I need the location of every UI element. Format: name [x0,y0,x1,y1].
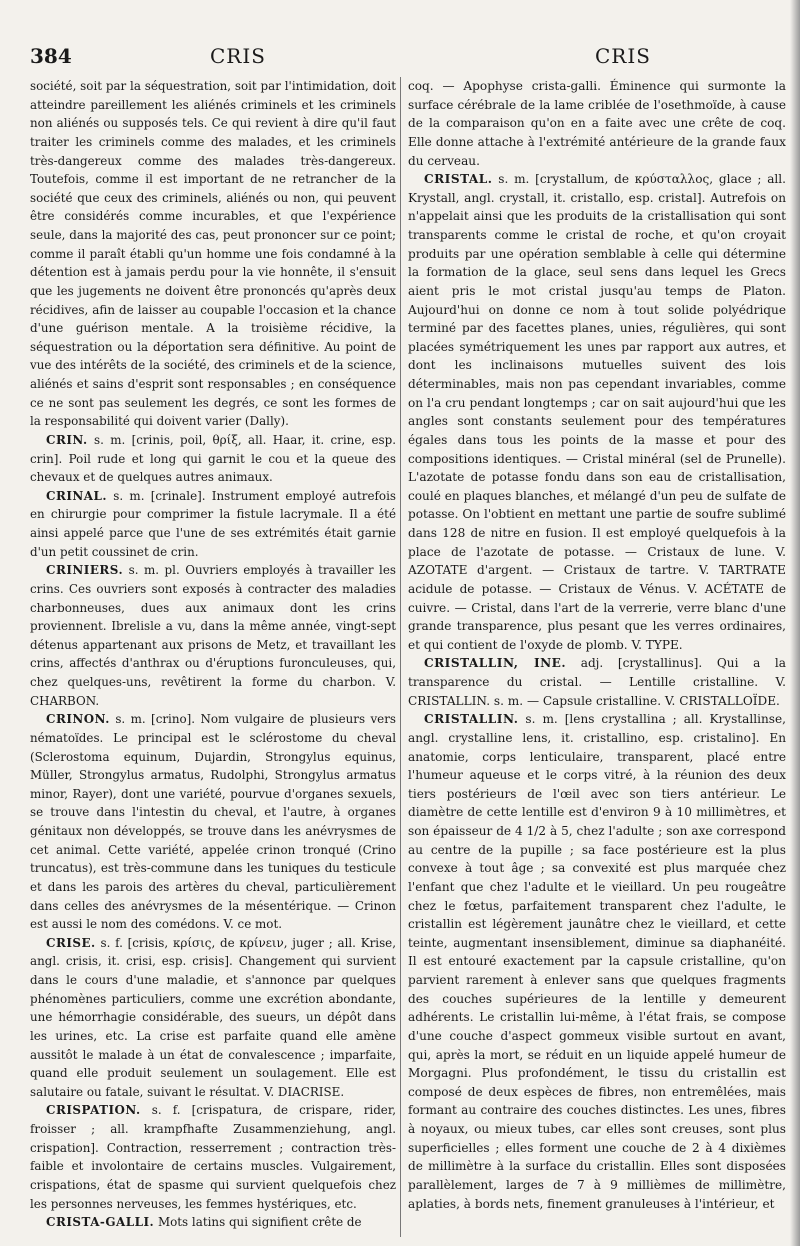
headword: CRINON. [46,712,110,727]
right-running-head: CRIS [595,44,651,68]
headword: CRISE. [46,935,96,950]
entry-criniers: CRINIERS. s. m. pl. Ouvriers employés à travailler les crins. Ces ouvriers sont exposés à contracter des maladies charbonneuses, dues aux animaux dont les crins proviennent. Ibrelisle a vu, dans la même année, vingt-sept détenus appartenant aux prisons de Metz, et travaillant les crins, affectés d'anthrax ou d'éruptions furonculeuses, qui, chez quelques-uns, revêtirent la forme du charbon. V. CHARBON. [30,563,396,708]
column-divider [400,77,401,1237]
headword: CRINAL. [46,488,108,503]
headword: CRISTAL. [424,172,493,187]
entry-cristallin-adj: CRISTALLIN, INE. adj. [crystallinus]. Qui a la transparence du cristal. — Lentille cristalline. V. CRISTALLIN. s. m. — Capsule cristalline. V. CRISTALLOÏDE. [408,656,786,708]
entry-crise: CRISE. s. f. [crisis, κρίσις, de κρίνειν, juger ; all. Krise, angl. crisis, it. crisi, esp. crisis]. Changement qui survient dans le cours d'une maladie, et s'annonce par quelques phénomènes particuliers, comme une excrétion abondante, une hémorrhagie considérable, des sueurs, un dépôt dans les urines, etc. La crise est parfaite quand elle amène aussitôt le malade à un état de convalescence ; imparfaite, quand elle produit seulement un soulagement. Elle est salutaire ou fatale, suivant le résultat. V. DIACRISE. [30,935,396,1099]
entry-crinon: CRINON. s. m. [crino]. Nom vulgaire de plusieurs vers nématoïdes. Le principal est le sclérostome du cheval (Sclerostoma equinum, Dujardin, Strongylus equinus, Müller, Strongylus armatus, Rudolphi, Strongylus armatus minor, Rayer), dont une variété, pourvue d'organes sexuels, se trouve dans l'intestin du cheval, et l'autre, à organes génitaux non développés, se trouve dans les anévrysmes de cet animal. Cette variété, appelée crinon tronqué (Crino truncatus), est très-commune dans les tuniques du testicule et dans les parois des artères du cheval, particulièrement dans celles des anévrysmes de la mésentérique. — Crinon est aussi le nom des comédons. V. ce mot. [30,712,397,932]
entry-cristal: CRISTAL. s. m. [crystallum, de κρύσταλλος, glace ; all. Krystall, angl. crystall, it. cristallo, esp. cristal]. Autrefois on n'appelait ainsi que les produits de la cristallisation qui sont transparents comme le cristal de roche, et qu'on croyait produits par une opération semblable à celle qui détermine la formation de la glace, seul sens dans lequel les Grecs aient pris le mot cristal jusqu'au temps de Platon. Aujourd'hui on donne ce nom à tout solide polyédrique terminé par des facettes planes, unies, régulières, qui sont placées symétriquement les unes par rapport aux autres, et dont les inclinaisons mutuelles suivent des lois déterminables, mais non pas cependant invariables, comme on l'a cru pendant longtemps ; car on sait aujourd'hui que les angles sont constants seulement pour des températures égales dans tous les points de la masse et pour des compositions identiques. — Cristal minéral (sel de Prunelle). L'azotate de potasse fondu dans son eau de cristallisation, coulé en plaques blanches, et mélangé d'un peu de sulfate de potasse. On l'obtient en mettant une partie de soufre sublimé dans 128 de nitre en fusion. Il est employé quelquefois à la place de l'azotate de potasse. — Cristaux de lune. V. AZOTATE d'argent. — Cristaux de tartre. V. TARTRATE acidule de potasse. — Cristaux de Vénus. V. ACÉTATE de cuivre. — Cristal, dans l'art de la verrerie, verre blanc d'une grande transparence, plus pesant que les verres ordinaires, et qui contient de l'oxyde de plomb. V. TYPE. [408,172,786,652]
right-column [408,77,786,1213]
headword: CRISPATION. [46,1103,141,1118]
page-edge-shadow [790,0,800,1246]
headword: CRINIERS. [46,563,124,578]
page-number: 384 [30,44,72,68]
entry-crispation: CRISPATION. s. f. [crispatura, de crispare, rider, froisser ; all. krampfhafte Zusammenziehung, angl. crispation]. Contraction, resserrement ; contraction très-faible et involontaire de certains muscles. Vulgairement, crispations, état de spasme qui survient quelquefois chez les personnes nerveuses, les femmes hystériques, etc. [30,1103,396,1211]
left-running-head: CRIS [210,44,266,68]
headword: CRISTALLIN, INE. [424,656,567,671]
left-column [30,77,396,1232]
text-columns [30,77,786,1237]
headword: CRIN. [46,432,88,447]
continuation-paragraph: coq. — Apophyse crista-galli. Éminence qui surmonte la surface cérébrale de la lame criblée de l'osethmoïde, à cause de la comparaison qu'on en a faite avec une crête de coq. Elle donne attache à l'extrémité antérieure de la grande faux du cerveau. [408,79,786,168]
entry-cristallin-noun: CRISTALLIN. s. m. [lens crystallina ; all. Krystallinse, angl. crystalline lens, it. cristallino, esp. cristalino]. En anatomie, corps lenticulaire, transparent, placé entre l'humeur aqueuse et le corps vitré, à la réunion des deux tiers postérieurs de l'œil avec son tiers antérieur. Le diamètre de cette lentille est d'environ 9 à 10 millimètres, et son épaisseur de 4 1/2 à 5, chez l'adulte ; son axe correspond au centre de la pupille ; sa face postérieure est la plus convexe à tout âge ; sa convexité est plus marquée chez l'enfant que chez l'adulte et le vieillard. Un peu rougeâtre chez le fœtus, parfaitement transparent chez l'adulte, le cristallin est légèrement jaunâtre chez le vieillard, et cette teinte, augmentant insensiblement, diminue sa diaphanéité. Il est entouré exactement par la capsule cristalline, qu'on parvient rarement à enlever sans que quelques fragments des couches supérieures de la lentille y demeurent adhérents. Le cristallin lui-même, à l'état frais, se compose d'une couche d'aspect gommeux visible surtout en avant, qui, après la mort, se réduit en un liquide appelé humeur de Morgagni. Plus profondément, le tissu du cristallin est composé de deux espèces de fibres, non entremêlées, mais formant au contraire des couches distinctes. Les unes, fibres à noyaux, ou mieux tubes, car elles sont creuses, sont plus superficielles ; elles forment une couche de 2 à 4 dixièmes de millimètre à la surface du cristallin. Elles sont disposées parallèlement, larges de 7 à 9 millièmes de millimètre, aplaties, à bords nets, finement granuleuses à l'intérieur, et [408,712,786,1211]
running-header [30,44,786,68]
entry-crista-galli: CRISTA-GALLI. Mots latins qui signifient crête de [46,1215,362,1230]
entry-crinal: CRINAL. s. m. [crinale]. Instrument employé autrefois en chirurgie pour comprimer la fistule lacrymale. Il a été ainsi appelé parce que l'une de ses extrémités était garnie d'un petit coussinet de crin. [30,488,396,559]
headword: CRISTA-GALLI. [46,1215,155,1230]
continuation-paragraph: société, soit par la séquestration, soit par l'intimidation, doit atteindre pareillement les aliénés criminels et les criminels non aliénés ou supposés tels. Ce qui revient à dire qu'il faut traiter les criminels comme des malades, et les criminels très-dangereux comme des malades très-dangereux. Toutefois, comme il est important de ne retrancher de la société que ceux des criminels, aliénés ou non, qui peuvent être considérés comme incurables, et que l'expérience seule, dans la majorité des cas, peut prononcer sur ce point; comme il paraît établi qu'un homme une fois condamné à la détention est à jamais perdu pour la vie honnête, il s'ensuit que les jugements ne doivent être prononcés qu'après deux récidives, afin de laisser au coupable l'occasion et la chance d'une guérison mentale. A la troisième récidive, la séquestration ou la déportation sera définitive. Au point de vue des intérêts de la société, des criminels et de la science, aliénés et sains d'esprit sont responsables ; en conséquence ce ne sont pas seulement les degrés, ce sont les formes de la responsabilité qui doivent varier (Dally). [30,79,396,429]
entry-crin: CRIN. s. m. [crinis, poil, θρίξ, all. Haar, it. crine, esp. crin]. Poil rude et long qui garnit le cou et la queue des chevaux et de quelques autres animaux. [30,432,396,485]
headword: CRISTALLIN. [424,712,519,727]
